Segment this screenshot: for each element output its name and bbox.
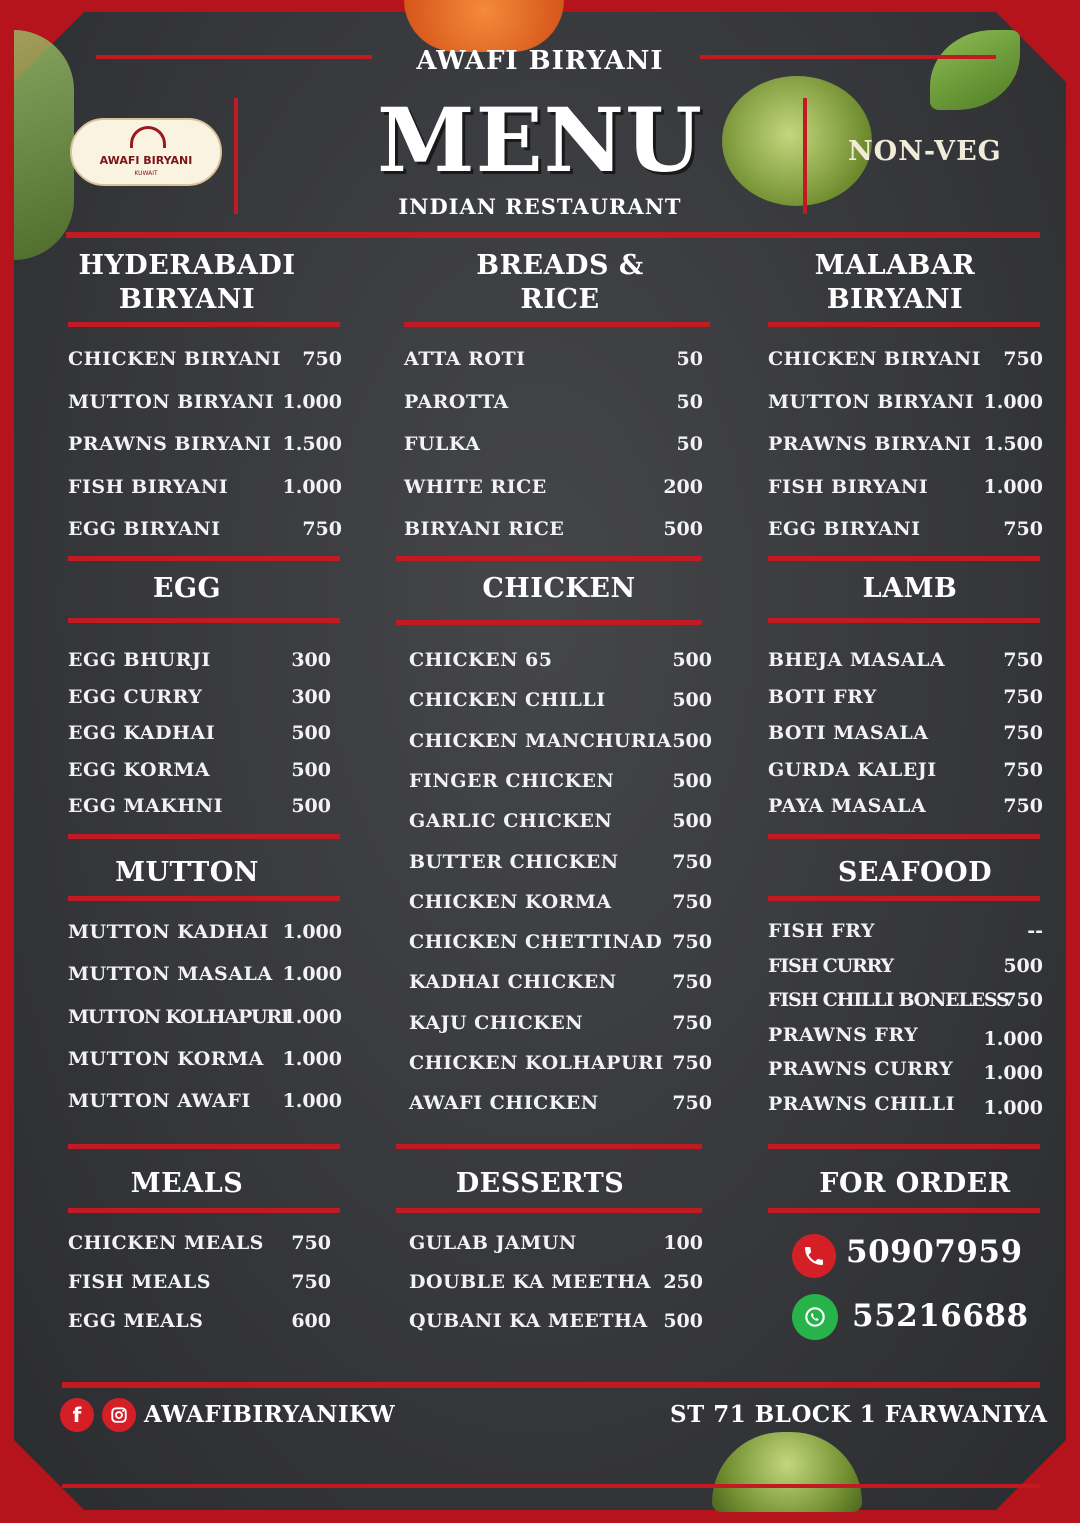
menu-item-name: QUBANI KA MEETHA xyxy=(409,1310,648,1332)
menu-item-price: 1.000 xyxy=(282,963,342,986)
menu-item-name: FISH BIRYANI xyxy=(68,475,229,498)
social-handle[interactable]: AWAFIBIRYANIKW xyxy=(144,1401,396,1428)
menu-item-name: EGG CURRY xyxy=(68,685,203,708)
section-line xyxy=(396,620,702,625)
section-line xyxy=(396,1144,702,1149)
menu-item-name: MUTTON BIRYANI xyxy=(768,390,975,413)
menu-item-name: AWAFI CHICKEN xyxy=(409,1092,599,1115)
menu-item-name: CHICKEN BIRYANI xyxy=(768,348,982,370)
menu-item-price: 1.000 xyxy=(983,1062,1043,1084)
menu-item-name: CHICKEN MANCHURIA xyxy=(409,729,672,752)
menu-item-name: CHICKEN 65 xyxy=(409,649,553,671)
menu-item-name: BOTI MASALA xyxy=(768,722,929,744)
page-subtitle: INDIAN RESTAURANT xyxy=(398,194,682,219)
section-line xyxy=(68,1144,340,1149)
menu-item-price: 750 xyxy=(672,1092,712,1115)
section-title-order: FOR ORDER xyxy=(819,1168,1011,1199)
menu-item-name: KADHAI CHICKEN xyxy=(409,971,617,994)
menu-item-name: ATTA ROTI xyxy=(404,348,526,370)
menu-item-price: 1.000 xyxy=(282,1005,342,1028)
menu-item-price: 1.500 xyxy=(282,433,342,455)
menu-item-name: CHICKEN CHETTINAD xyxy=(409,931,663,954)
menu-item-name: PRAWNS CURRY xyxy=(768,1058,954,1080)
menu-item-name: BHEJA MASALA xyxy=(768,649,946,671)
instagram-icon[interactable] xyxy=(102,1398,136,1432)
section-title-lamb: LAMB xyxy=(862,573,958,604)
menu-item-price: 50 xyxy=(676,390,703,413)
menu-item-price: 750 xyxy=(1003,758,1043,781)
menu-item-name: EGG MEALS xyxy=(68,1310,204,1332)
menu-item-price: 750 xyxy=(672,890,712,913)
menu-item-name: KAJU CHICKEN xyxy=(409,1011,584,1034)
menu-item-name: MUTTON AWAFI xyxy=(68,1090,251,1113)
menu-item-price: 1.000 xyxy=(983,475,1043,498)
section-title-seafood: SEAFOOD xyxy=(837,857,993,888)
section-line xyxy=(768,1208,1040,1213)
section-line xyxy=(768,834,1040,839)
menu-item-price: 750 xyxy=(1003,685,1043,708)
section-title-malabar: MALABAR BIRYANI xyxy=(814,250,976,315)
section-line xyxy=(768,556,1040,561)
section-title-egg: EGG xyxy=(152,573,222,604)
menu-item-price: 1.000 xyxy=(282,1090,342,1113)
section-title-desserts: DESSERTS xyxy=(455,1168,625,1199)
menu-item-name: PRAWNS CHILLI xyxy=(768,1092,955,1115)
menu-item-price: 750 xyxy=(672,931,712,954)
menu-item-name: MUTTON KOLHAPURI xyxy=(68,1005,289,1028)
phone-icon xyxy=(792,1234,836,1278)
section-title-breads: BREADS & RICE xyxy=(476,250,644,315)
section-title-mutton: MUTTON xyxy=(115,857,259,888)
menu-item-price: 250 xyxy=(663,1271,703,1293)
menu-item-price: 750 xyxy=(672,1011,712,1034)
menu-item-name: FISH BIRYANI xyxy=(768,475,929,498)
menu-item-name: FINGER CHICKEN xyxy=(409,769,615,792)
section-line xyxy=(768,1144,1040,1149)
menu-item-price: 1.000 xyxy=(282,921,342,943)
section-line xyxy=(768,322,1040,327)
menu-item-name: FISH MEALS xyxy=(68,1271,212,1293)
menu-item-price: 300 xyxy=(291,685,331,708)
section-title-chicken: CHICKEN xyxy=(482,573,636,604)
menu-item-price: 500 xyxy=(672,810,712,833)
menu-item-price: 500 xyxy=(1003,954,1043,977)
menu-item-name: BIRYANI RICE xyxy=(404,518,565,540)
menu-item-price: 50 xyxy=(676,433,703,455)
menu-item-name: CHICKEN BIRYANI xyxy=(68,348,282,370)
menu-item-price: 750 xyxy=(302,518,342,540)
menu-item-name: CHICKEN MEALS xyxy=(68,1232,264,1254)
menu-item-name: EGG MAKHNI xyxy=(68,795,224,817)
section-line xyxy=(68,322,340,327)
brand-name: AWAFI BIRYANI xyxy=(416,46,664,76)
section-line xyxy=(396,1208,702,1213)
section-title-meals: MEALS xyxy=(130,1168,244,1199)
page-title: MENU xyxy=(377,88,703,192)
menu-item-price: 750 xyxy=(1003,518,1043,540)
menu-item-name: EGG BIRYANI xyxy=(68,518,221,540)
menu-item-price: 750 xyxy=(1003,989,1043,1011)
menu-item-price: 500 xyxy=(663,1310,703,1332)
menu-item-name: PRAWNS BIRYANI xyxy=(768,433,972,455)
facebook-icon[interactable]: f xyxy=(60,1398,94,1432)
menu-item-price: 200 xyxy=(663,475,703,498)
menu-item-price: 750 xyxy=(291,1232,331,1254)
menu-item-price: 300 xyxy=(291,649,331,671)
section-line xyxy=(404,322,710,327)
menu-item-name: PAYA MASALA xyxy=(768,795,927,817)
menu-item-name: CHICKEN KORMA xyxy=(409,890,612,913)
menu-item-name: FULKA xyxy=(404,433,481,455)
menu-item-price: 1.000 xyxy=(282,475,342,498)
menu-item-name: BOTI FRY xyxy=(768,685,877,708)
footer-line-bottom xyxy=(62,1484,1040,1488)
menu-item-name: FISH FRY xyxy=(768,920,875,942)
menu-item-price: 500 xyxy=(291,795,331,817)
menu-item-price: 100 xyxy=(663,1232,703,1254)
menu-item-name: GARLIC CHICKEN xyxy=(409,810,613,833)
menu-item-price: 1.000 xyxy=(983,390,1043,413)
menu-item-name: MUTTON MASALA xyxy=(68,963,273,986)
menu-item-price: 750 xyxy=(1003,795,1043,817)
menu-item-name: MUTTON KADHAI xyxy=(68,921,269,943)
menu-item-price: 1.000 xyxy=(282,1047,342,1070)
menu-item-price: 1.000 xyxy=(983,1027,1043,1050)
section-line xyxy=(68,896,340,901)
menu-item-name: MUTTON BIRYANI xyxy=(68,390,275,413)
menu-item-name: PRAWNS FRY xyxy=(768,1023,919,1046)
menu-item-price: 600 xyxy=(291,1310,331,1332)
menu-item-price: 750 xyxy=(1003,722,1043,744)
menu-item-price: 750 xyxy=(672,1052,712,1074)
menu-item-price: 500 xyxy=(672,729,712,752)
menu-item-price: -- xyxy=(1027,920,1043,942)
footer-line-top xyxy=(62,1382,1040,1388)
whatsapp-icon xyxy=(792,1294,838,1340)
menu-item-name: FISH CURRY xyxy=(768,954,893,977)
menu-item-price: 750 xyxy=(672,850,712,873)
menu-item-name: MUTTON KORMA xyxy=(68,1047,264,1070)
section-line xyxy=(768,896,1040,901)
section-line xyxy=(396,556,702,561)
menu-item-name: CHICKEN KOLHAPURI xyxy=(409,1052,664,1074)
menu-item-price: 500 xyxy=(672,649,712,671)
section-line xyxy=(68,834,340,839)
menu-item-name: PRAWNS BIRYANI xyxy=(68,433,272,455)
menu-item-price: 500 xyxy=(672,689,712,712)
menu-item-price: 1.000 xyxy=(282,390,342,413)
menu-item-price: 50 xyxy=(676,348,703,370)
menu-item-name: EGG KORMA xyxy=(68,758,211,781)
header-bottom-line xyxy=(66,232,1040,238)
menu-item-price: 500 xyxy=(672,769,712,792)
menu-item-name: PAROTTA xyxy=(404,390,509,413)
menu-item-name: BUTTER CHICKEN xyxy=(409,850,619,873)
section-line xyxy=(768,618,1040,623)
menu-item-price: 1.500 xyxy=(983,433,1043,455)
menu-item-name: GURDA KALEJI xyxy=(768,758,937,781)
menu-item-price: 500 xyxy=(291,722,331,744)
menu-item-price: 750 xyxy=(1003,348,1043,370)
section-line xyxy=(68,1208,340,1213)
menu-item-price: 750 xyxy=(302,348,342,370)
menu-item-name: CHICKEN CHILLI xyxy=(409,689,606,712)
logo-name: AWAFI BIRYANI xyxy=(99,154,193,167)
section-line xyxy=(68,618,340,623)
menu-item-name: WHITE RICE xyxy=(404,475,547,498)
menu-item-price: 500 xyxy=(291,758,331,781)
menu-item-name: EGG BIRYANI xyxy=(768,518,921,540)
menu-item-name: GULAB JAMUN xyxy=(409,1232,577,1254)
non-veg-badge: NON-VEG xyxy=(848,136,1002,167)
section-line xyxy=(68,556,340,561)
menu-item-price: 500 xyxy=(663,518,703,540)
menu-item-name: EGG KADHAI xyxy=(68,722,216,744)
logo-place: KUWAIT xyxy=(134,170,158,177)
menu-item-name: EGG BHURJI xyxy=(68,649,211,671)
menu-item-price: 1.000 xyxy=(983,1096,1043,1119)
menu-item-price: 750 xyxy=(291,1271,331,1293)
menu-item-price: 750 xyxy=(672,971,712,994)
order-whatsapp[interactable]: 55216688 xyxy=(852,1298,1029,1334)
order-phone[interactable]: 50907959 xyxy=(846,1234,1023,1270)
menu-item-name: FISH CHILLI BONELESS xyxy=(768,989,1009,1011)
menu-item-price: 750 xyxy=(1003,649,1043,671)
menu-item-name: DOUBLE KA MEETHA xyxy=(409,1271,652,1293)
address: ST 71 BLOCK 1 FARWANIYA xyxy=(670,1401,1048,1428)
section-title-hyderabadi: HYDERABADI BIRYANI xyxy=(78,250,296,315)
